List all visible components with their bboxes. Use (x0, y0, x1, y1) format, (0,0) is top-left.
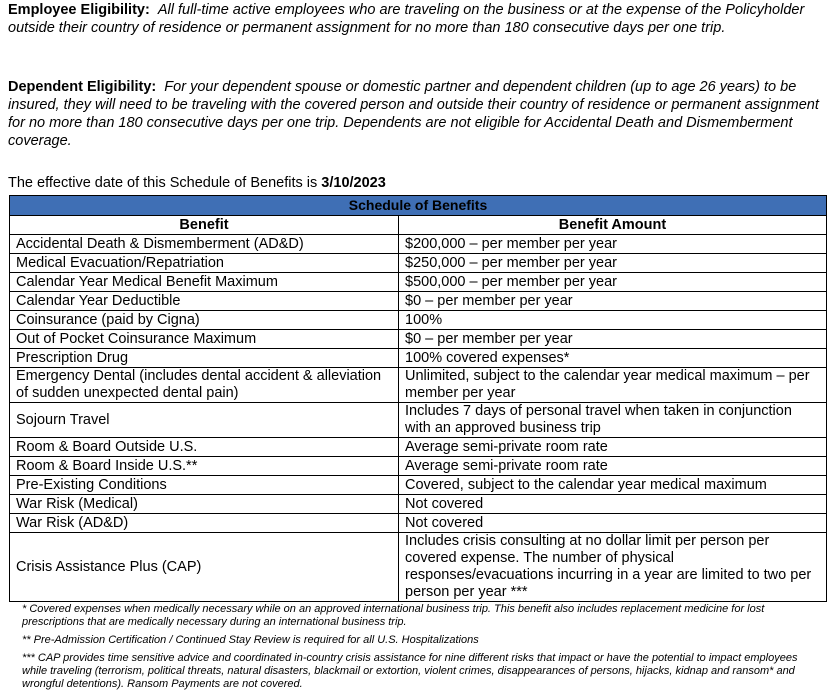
amount-cell: $250,000 – per member per year (399, 254, 827, 273)
column-header-benefit: Benefit (10, 216, 399, 235)
schedule-of-benefits-table (9, 195, 827, 602)
employee-eligibility-paragraph (8, 1, 823, 37)
effective-date-line (8, 174, 386, 192)
table-row (10, 457, 827, 476)
dependent-eligibility-paragraph (8, 78, 823, 150)
footnote-pre-admission: ** Pre-Admission Certification / Continued Stay Review is required for all U.S. Hospitalizations (22, 634, 479, 646)
benefit-cell: Calendar Year Deductible (10, 292, 399, 311)
table-row (10, 349, 827, 368)
benefit-cell: Pre-Existing Conditions (10, 476, 399, 495)
benefit-cell: Emergency Dental (includes dental accident & alleviation of sudden unexpected dental pain) (10, 368, 399, 403)
schedule-title: Schedule of Benefits (10, 196, 827, 216)
amount-cell: Unlimited, subject to the calendar year medical maximum – per member per year (399, 368, 827, 403)
amount-cell: Includes 7 days of personal travel when taken in conjunction with an approved business trip (399, 403, 827, 438)
amount-cell: $0 – per member per year (399, 292, 827, 311)
effective-date-text: The effective date of this Schedule of Benefits is (8, 175, 322, 191)
table-row (10, 533, 827, 602)
benefit-cell: Crisis Assistance Plus (CAP) (10, 533, 399, 602)
benefit-cell: Out of Pocket Coinsurance Maximum (10, 330, 399, 349)
column-header-benefit-amount: Benefit Amount (399, 216, 827, 235)
table-row (10, 311, 827, 330)
benefit-cell: War Risk (Medical) (10, 495, 399, 514)
effective-date-value: 3/10/2023 (321, 175, 386, 191)
table-row (10, 368, 827, 403)
benefit-cell: Coinsurance (paid by Cigna) (10, 311, 399, 330)
table-row (10, 330, 827, 349)
amount-cell: $200,000 – per member per year (399, 235, 827, 254)
table-row (10, 292, 827, 311)
benefit-cell: Prescription Drug (10, 349, 399, 368)
table-row (10, 514, 827, 533)
amount-cell: Includes crisis consulting at no dollar limit per person per covered expense. The number of physical responses/evacuations incurring in a year are limited to two per person per year *** (399, 533, 827, 602)
amount-cell: Average semi-private room rate (399, 438, 827, 457)
table-row (10, 438, 827, 457)
table-row (10, 254, 827, 273)
amount-cell: 100% covered expenses* (399, 349, 827, 368)
benefit-cell: Room & Board Inside U.S.** (10, 457, 399, 476)
footnote-cap: *** CAP provides time sensitive advice and coordinated in-country crisis assistance for nine different risks that impact or have the potential to impact employees while traveling (terrorism, political threats, natural disasters, blackmail or extortion, violent crimes, disappearances of persons, hijacks, kidnap and ransom* and wrongful detentions). Ransom Payments are not covered. (22, 652, 798, 690)
benefit-cell: Room & Board Outside U.S. (10, 438, 399, 457)
table-row (10, 495, 827, 514)
amount-cell: Covered, subject to the calendar year medical maximum (399, 476, 827, 495)
footnote-prescription: * Covered expenses when medically necessary while on an approved international business trip. This benefit also includes replacement medicine for lost prescriptions that are medically necessary during an international business trip. (22, 603, 765, 628)
amount-cell: Average semi-private room rate (399, 457, 827, 476)
dependent-eligibility-text: For your dependent spouse or domestic partner and dependent children (up to age 26 years) to be insured, they will need to be traveling with the covered person and outside their country of residence or permanent assignment for no more than 180 consecutive days per one trip. Dependents are not eligible for Accidental Death and Dismemberment coverage. (8, 79, 819, 149)
table-row (10, 273, 827, 292)
amount-cell: Not covered (399, 495, 827, 514)
benefit-cell: Accidental Death & Dismemberment (AD&D) (10, 235, 399, 254)
amount-cell: $0 – per member per year (399, 330, 827, 349)
amount-cell: 100% (399, 311, 827, 330)
employee-eligibility-label: Employee Eligibility: (8, 2, 150, 18)
benefit-cell: War Risk (AD&D) (10, 514, 399, 533)
benefit-cell: Medical Evacuation/Repatriation (10, 254, 399, 273)
dependent-eligibility-label: Dependent Eligibility: (8, 79, 157, 95)
table-row (10, 235, 827, 254)
employee-eligibility-text: All full-time active employees who are traveling on the business or at the expense of the Policyholder outside their country of residence or permanent assignment for no more than 180 consecutive days per one trip. (8, 2, 805, 36)
table-row (10, 476, 827, 495)
amount-cell: $500,000 – per member per year (399, 273, 827, 292)
amount-cell: Not covered (399, 514, 827, 533)
benefit-cell: Sojourn Travel (10, 403, 399, 438)
benefit-cell: Calendar Year Medical Benefit Maximum (10, 273, 399, 292)
table-row (10, 403, 827, 438)
